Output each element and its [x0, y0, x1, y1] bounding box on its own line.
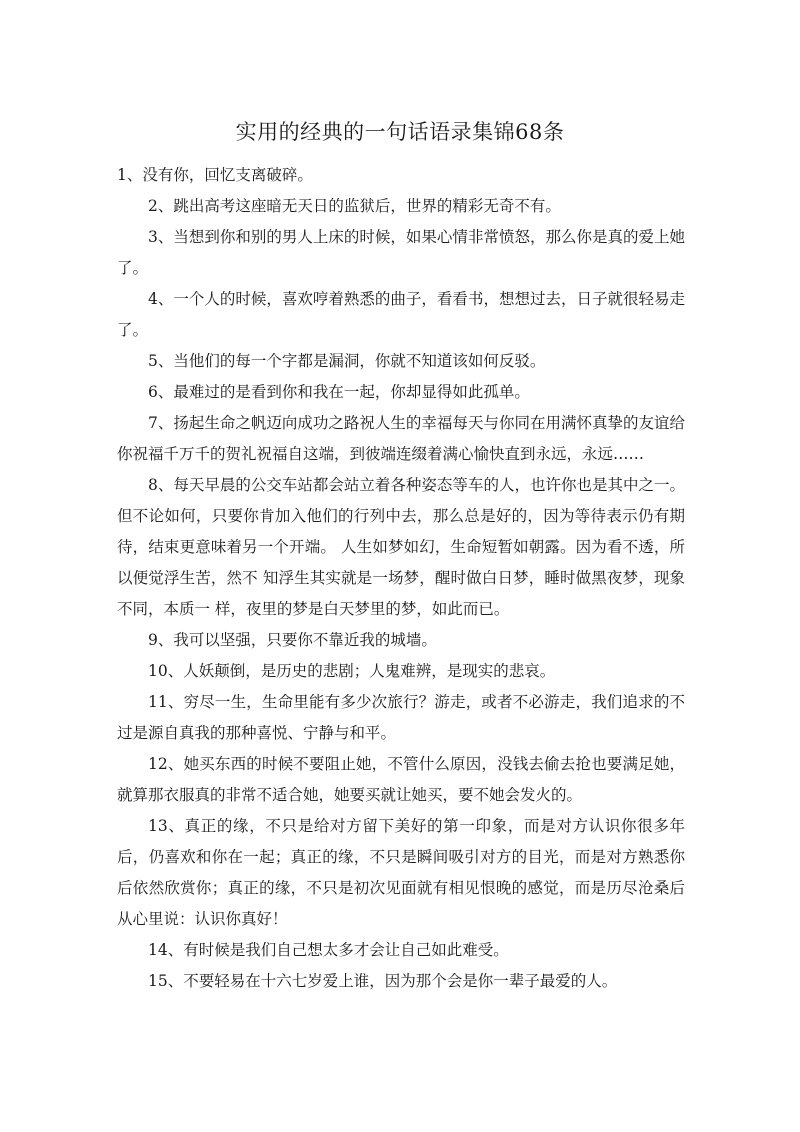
document-title: 实用的经典的一句话语录集锦68条	[235, 120, 565, 144]
document-body	[117, 160, 685, 997]
quote-paragraph: 4、一个人的时候，喜欢哼着熟悉的曲子，看看书，想想过去，日子就很轻易走了。	[117, 290, 685, 339]
quote-paragraph: 14、有时候是我们自己想太多才会让自己如此难受。	[148, 941, 509, 959]
quote-paragraph: 1、没有你，回忆支离破碎。	[117, 166, 313, 184]
quote-paragraph: 8、每天早晨的公交车站都会站立着各种姿态等车的人，也许你也是其中之一。 但不论如何，只要你肯加入他们的行列中去，那么总是好的，因为等待表示仍有期待，结束更意味着另一个开端。 人生如梦如幻，生命短暂如朝露。因为看不透，所以便觉浮生苦，然不 知浮生其实就是一场梦，醒时做白日梦，睡时做黑夜梦，现象不同，本质一 样，夜里的梦是白天梦里的梦，如此而已。	[117, 476, 685, 618]
quote-paragraph: 13、真正的缘，不只是给对方留下美好的第一印象，而是对方认识你很多年后，仍喜欢和你在一起；真正的缘，不只是瞬间吸引对方的目光，而是对方熟悉你后依然欣赏你；真正的缘，不只是初次见面就有相见恨晚的感觉，而是历尽沧桑后从心里说：认识你真好！	[117, 817, 685, 928]
quote-paragraph: 3、当想到你和别的男人上床的时候，如果心情非常愤怒，那么你是真的爱上她了。	[117, 228, 685, 277]
quote-paragraph: 15、不要轻易在十六七岁爱上谁，因为那个会是你一辈子最爱的人。	[148, 972, 618, 990]
quote-paragraph: 11、穷尽一生，生命里能有多少次旅行？游走，或者不必游走，我们追求的不过是源自真我的那种喜悦、宁静与和平。	[117, 693, 685, 742]
quote-paragraph: 12、她买东西的时候不要阻止她，不管什么原因，没钱去偷去抢也要满足她，就算那衣服真的非常不适合她，她要买就让她买，要不她会发火的。	[117, 755, 685, 804]
quote-paragraph: 5、当他们的每一个字都是漏洞，你就不知道该如何反驳。	[148, 352, 546, 370]
quote-paragraph: 7、扬起生命之帆迈向成功之路祝人生的幸福每天与你同在用满怀真挚的友谊给你祝福千万千的贺礼祝福自这端，到彼端连缀着满心愉快直到永远，永远……	[117, 414, 685, 463]
quote-paragraph: 9、我可以坚强，只要你不靠近我的城墙。	[148, 631, 437, 649]
quote-paragraph: 10、人妖颠倒，是历史的悲剧；人鬼难辨，是现实的悲哀。	[148, 662, 556, 680]
quote-paragraph: 6、最难过的是看到你和我在一起，你却显得如此孤单。	[148, 383, 530, 401]
quote-paragraph: 2、跳出高考这座暗无天日的监狱后，世界的精彩无奇不有。	[148, 197, 561, 215]
